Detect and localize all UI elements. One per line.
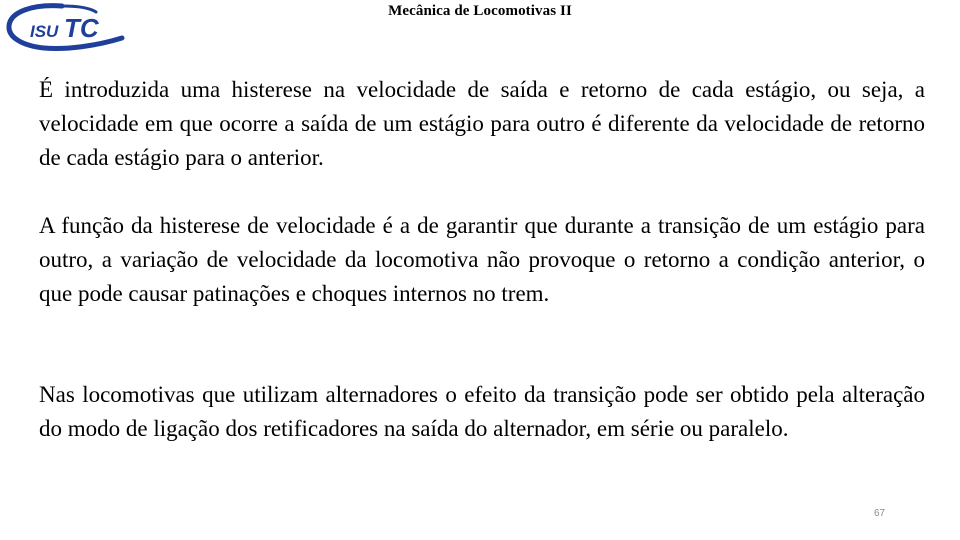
paragraph-2: A função da histerese de velocidade é a de garantir que durante a transição de um estágio para outro, a variação de velocidade da locomotiva não provoque o retorno a condição anterior, o que pode causar patinações e choques internos no trem. xyxy=(39,213,925,306)
logo-text-isu: ISU xyxy=(30,22,59,41)
paragraph-1: É introduzida uma histerese na velocidade de saída e retorno de cada estágio, ou seja, a velocidade em que ocorre a saída de um estágio para outro é diferente da velocidade de retorno de cada estágio para o anterior. xyxy=(39,77,925,170)
header-title: Mecânica de Locomotivas II xyxy=(388,3,572,19)
page-number: 67 xyxy=(874,508,886,519)
logo-text-tc: TC xyxy=(64,13,99,43)
paragraph-3: Nas locomotivas que utilizam alternadores o efeito da transição pode ser obtido pela alteração do modo de ligação dos retificadores na saída do alternador, em série ou paralelo. xyxy=(39,382,925,441)
